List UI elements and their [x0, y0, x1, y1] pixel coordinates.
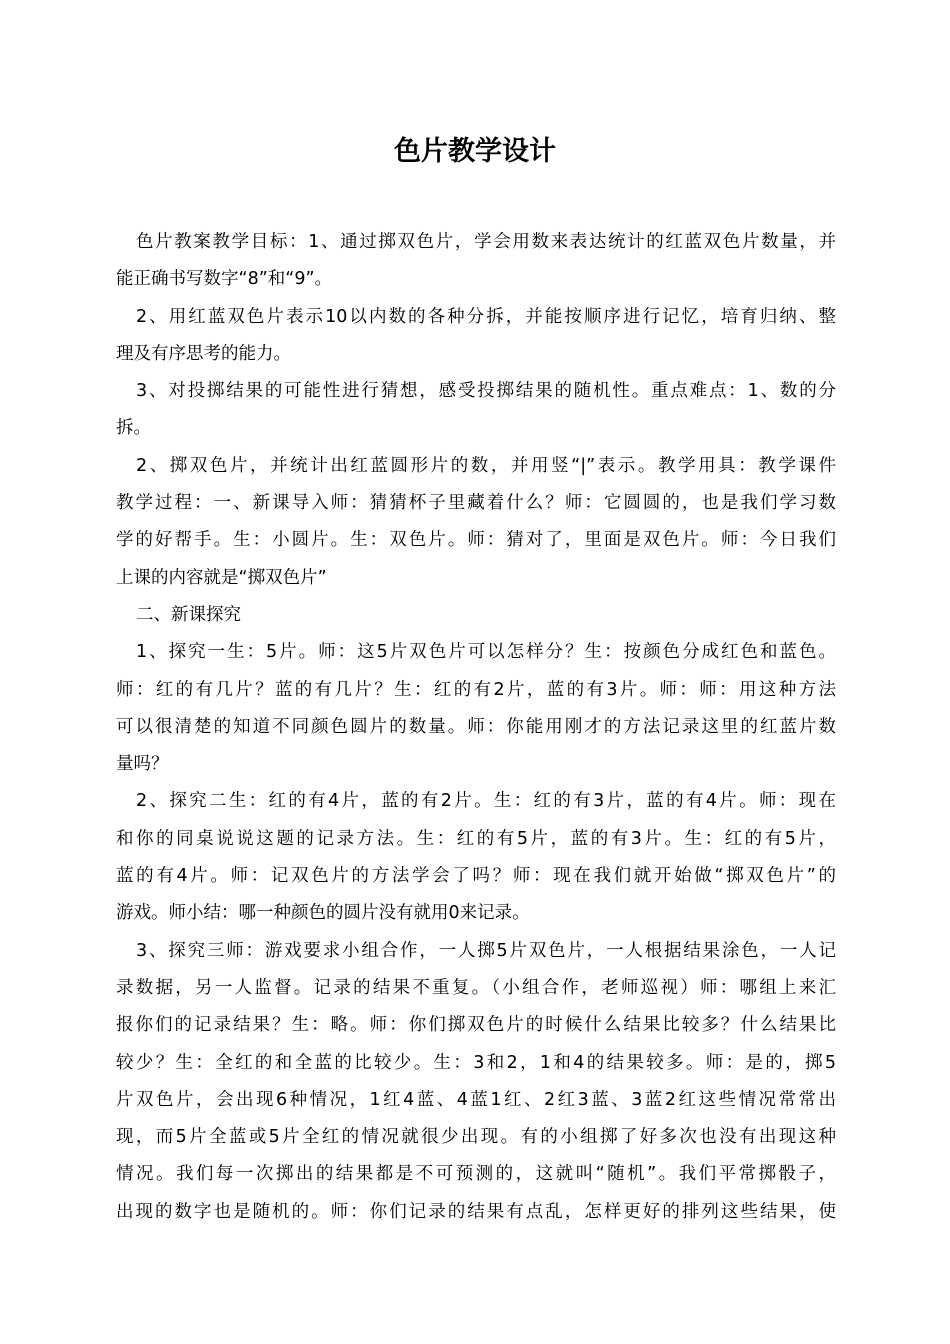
- paragraph-line: 二、新课探究: [136, 604, 241, 625]
- paragraph-line: 出现的数字也是随机的。师：你们记录的结果有点乱，怎样更好的排列这些结果，使: [116, 1201, 836, 1222]
- paragraph-line: 情况。我们每一次掷出的结果都是不可预测的，这就叫“随机”。我们平常掷骰子，: [116, 1164, 836, 1185]
- paragraph-line: 报你们的记录结果？生：略。师：你们掷双色片的时候什么结果比较多？什么结果比: [116, 1015, 836, 1036]
- paragraph-line: 2、探究二生：红的有4片，蓝的有2片。生：红的有3片，蓝的有4片。师：现在: [136, 791, 836, 812]
- paragraph-line: 较少？生：全红的和全蓝的比较少。生：3和2，1和4的结果较多。师：是的，掷5: [116, 1052, 836, 1073]
- paragraph-line: 游戏。师小结：哪一种颜色的圆片没有就用0来记录。: [116, 903, 530, 924]
- paragraph-line: 学的好帮手。生：小圆片。生：双色片。师：猜对了，里面是双色片。师：今日我们: [116, 530, 836, 551]
- paragraph-line: 现，而5片全蓝或5片全红的情况就很少出现。有的小组掷了好多次也没有出现这种: [116, 1127, 836, 1148]
- paragraph-line: 能正确书写数字“8”和“9”。: [116, 269, 333, 290]
- paragraph-line: 理及有序思考的能力。: [116, 343, 291, 364]
- paragraph-line: 教学过程：一、新课导入师：猜猜杯子里藏着什么？师：它圆圆的，也是我们学习数: [116, 493, 836, 514]
- paragraph-objective-3: [116, 373, 836, 448]
- section-heading-new-lesson: [116, 597, 836, 634]
- paragraph-line: 片双色片，会出现6种情况，1红4蓝、4蓝1红、2红3蓝、3蓝2红这些情况常常出: [116, 1089, 836, 1110]
- paragraph-line: 3、探究三师：游戏要求小组合作，一人掷5片双色片，一人根据结果涂色，一人记: [136, 940, 836, 961]
- paragraph-line: 拆。: [116, 418, 151, 439]
- paragraph-line: 可以很清楚的知道不同颜色圆片的数量。师：你能用刚才的方法记录这里的红蓝片数: [116, 716, 836, 737]
- paragraph-exploration-1: [116, 634, 836, 783]
- paragraph-line: 录数据，另一人监督。记录的结果不重复。（小组合作，老师巡视）师：哪组上来汇: [116, 977, 836, 998]
- paragraph-objective-2: [116, 299, 836, 374]
- paragraph-line: 3、对投掷结果的可能性进行猜想，感受投掷结果的随机性。重点难点：1、数的分: [136, 381, 836, 402]
- document-title: 色片教学设计: [394, 136, 556, 167]
- paragraph-line: 上课的内容就是“掷双色片”: [116, 567, 327, 588]
- document-body: [116, 224, 836, 1231]
- paragraph-line: 师：红的有几片？蓝的有几片？生：红的有2片，蓝的有3片。师：师：用这种方法: [116, 679, 836, 700]
- paragraph-exploration-2: [116, 783, 836, 932]
- paragraph-line: 2、用红蓝双色片表示10以内数的各种分拆，并能按顺序进行记忆，培育归纳、整: [136, 306, 836, 327]
- paragraph-introduction: [116, 448, 836, 597]
- paragraph-line: 2、掷双色片，并统计出红蓝圆形片的数，并用竖“|”表示。教学用具：教学课件: [136, 455, 836, 476]
- paragraph-line: 和你的同桌说说这题的记录方法。生：红的有5片，蓝的有3片。生：红的有5片，: [116, 828, 836, 849]
- paragraph-line: 色片教案教学目标：1、通过掷双色片，学会用数来表达统计的红蓝双色片数量，并: [136, 232, 836, 252]
- paragraph-line: 蓝的有4片。师：记双色片的方法学会了吗？师：现在我们就开始做“掷双色片”的: [116, 866, 836, 887]
- paragraph-exploration-3: [116, 933, 836, 1231]
- paragraph-objectives: [116, 224, 836, 299]
- paragraph-line: 量吗？: [116, 754, 169, 775]
- paragraph-line: 1、探究一生：5片。师：这5片双色片可以怎样分？生：按颜色分成红色和蓝色。: [136, 642, 836, 663]
